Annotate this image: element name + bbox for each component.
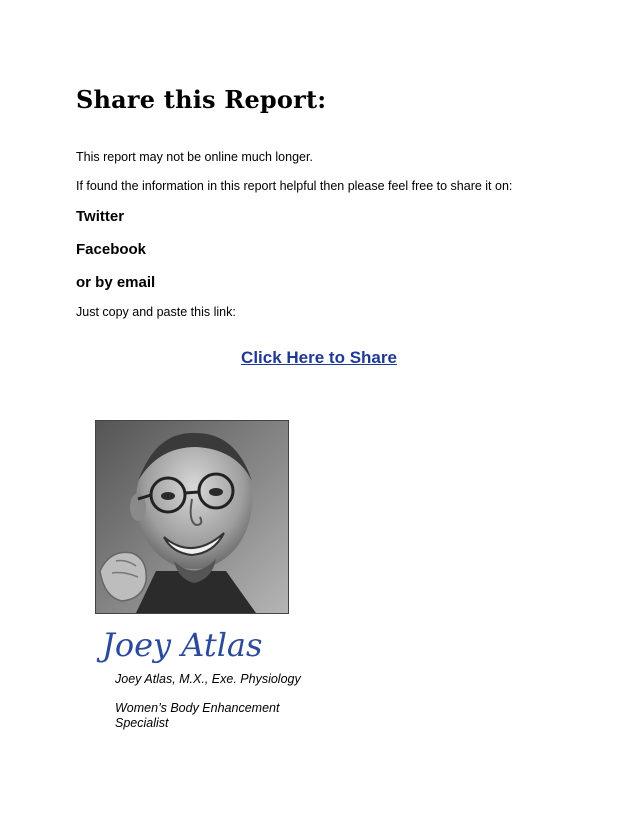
twitter-link[interactable]: Twitter bbox=[76, 208, 125, 225]
intro-line-1: This report may not be online much longer. bbox=[76, 150, 313, 164]
share-link-container bbox=[0, 348, 638, 368]
intro-line-2: If found the information in this report helpful then please feel free to share it on: bbox=[76, 179, 513, 193]
author-credentials: Joey Atlas, M.X., Exe. Physiology bbox=[115, 672, 301, 686]
author-title-line-2: Specialist bbox=[115, 716, 169, 730]
click-here-to-share-link[interactable]: Click Here to Share bbox=[241, 348, 397, 367]
author-signature bbox=[96, 620, 296, 672]
author-title-line-1: Women’s Body Enhancement bbox=[115, 701, 280, 715]
page-title: Share this Report: bbox=[76, 85, 327, 114]
author-photo bbox=[95, 420, 289, 614]
copy-instruction: Just copy and paste this link: bbox=[76, 305, 236, 319]
svg-text:Joey Atlas: Joey Atlas bbox=[102, 626, 263, 664]
facebook-link[interactable]: Facebook bbox=[76, 241, 147, 258]
email-link[interactable]: or by email bbox=[76, 274, 156, 291]
